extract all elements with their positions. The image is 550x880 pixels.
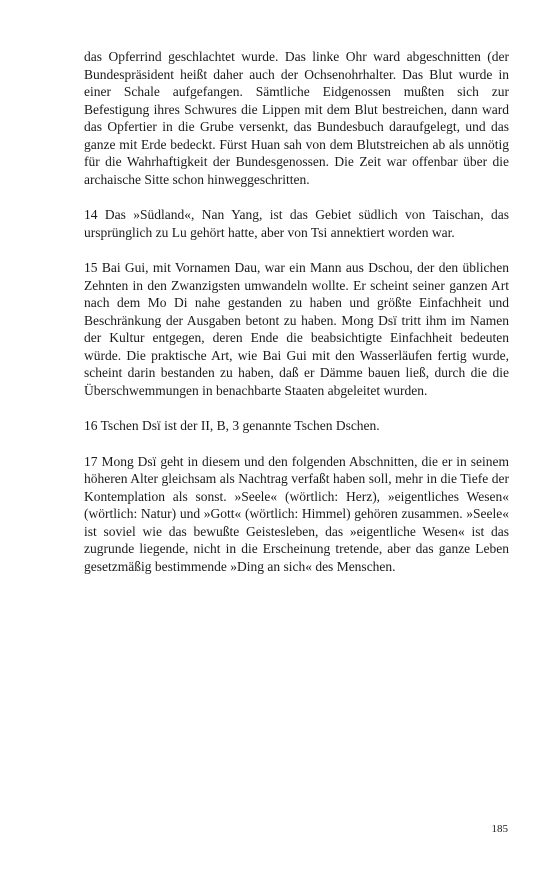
note-paragraph-continuation: das Opferrind geschlachtet wurde. Das linke Ohr ward abgeschnitten (der Bundespräsident heißt daher auch der Ochsenohrhalter. Das Blut wurde in einer Schale aufgefangen. Sämtliche Eidgenossen mußten sich zur Befestigung ihres Schwures die Lippen mit dem Blut bestreichen, dann ward das Opfertier in die Grube versenkt, das Bundesbuch daraufgelegt, und das ganze mit Erde bedeckt. Fürst Huan sah von dem Blutstreichen ab als unnötig für die Wahrhaftigkeit der Bundesgenossen. Die Zeit war offenbar über die archaische Sitte schon hinweggeschritten. (84, 49, 509, 187)
note-paragraph-16: 16 Tschen Dsï ist der II, B, 3 genannte Tschen Dschen. (84, 418, 380, 433)
note-paragraph-14: 14 Das »Südland«, Nan Yang, ist das Gebiet südlich von Taischan, das ursprünglich zu Lu gehört hatte, aber von Tsi annektiert worden war. (84, 207, 509, 240)
note-paragraph-17: 17 Mong Dsï geht in diesem und den folgenden Abschnitten, die er in seinem höheren Alter gleichsam als Nachtrag verfaßt haben soll, mehr in die Tiefe der Kontemplation als sonst. »Seele« (wörtlich: Herz), »eigentliches Wesen« (wörtlich: Natur) und »Gott« (wörtlich: Himmel) gehören zusammen. »Seele« ist soviel wie das bewußte Geistesleben, das »eigentliche Wesen« ist das zugrunde liegende, nicht in die Erscheinung tretende, aber das ganze Leben gesetzmäßig bestimmende »Ding an sich« des Menschen. (84, 453, 509, 574)
note-paragraph-15: 15 Bai Gui, mit Vornamen Dau, war ein Mann aus Dschou, der den üblichen Zehnten in den Zwanzigsten umwandeln wollte. Er scheint seiner ganzen Art nach dem Mo Di nahe gestanden zu haben und größte Einfachheit und Beschränkung der Ausgaben betont zu haben. Mong Dsï tritt ihm im Namen der Kultur entgegen, deren Ende die beabsichtigte Einfachheit bedeuten würde. Die praktische Art, wie Bai Gui mit den Wasserläufen fertig wurde, scheint darin bestanden zu haben, daß er Dämme bauen ließ, durch die die Überschwemmungen in benachbarte Staaten abgeleitet wurden. (84, 260, 509, 398)
notes-text-block (84, 48, 509, 593)
page-number: 185 (491, 823, 508, 835)
